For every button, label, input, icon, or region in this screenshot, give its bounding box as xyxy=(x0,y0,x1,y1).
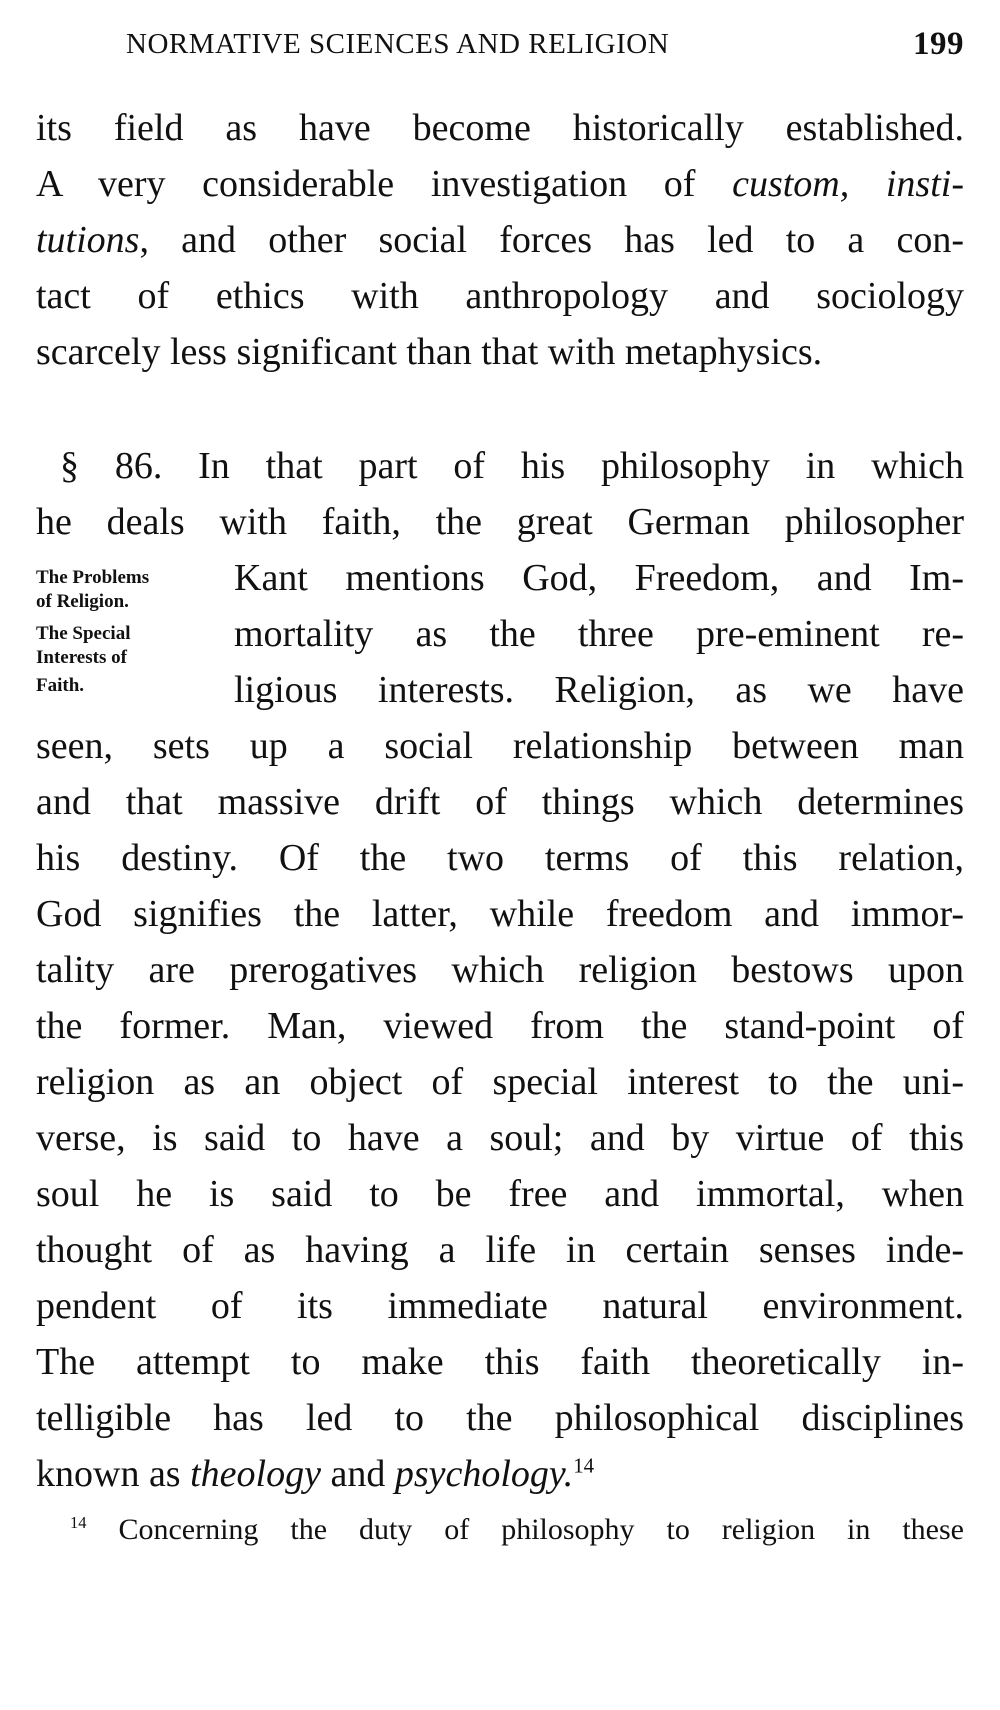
text-line: pendent of its immediate natural environment. xyxy=(36,1285,964,1327)
text-line: his destiny. Of the two terms of this relation, xyxy=(36,837,964,879)
footnote-marker: 14 xyxy=(70,1513,87,1532)
text-line: verse, is said to have a soul; and by virtue of this xyxy=(36,1117,964,1159)
footnote-reference: 14 xyxy=(573,1453,595,1478)
text-line xyxy=(36,218,964,262)
text-line: its field as have become historically established. xyxy=(36,107,964,149)
section-heading-line: § 86. In that part of his philosophy in which xyxy=(60,445,964,487)
margin-note: The Special xyxy=(36,623,131,644)
text-line xyxy=(36,1452,964,1496)
text-line: the former. Man, viewed from the stand-point of xyxy=(36,1005,964,1047)
margin-note: The Problems xyxy=(36,567,150,588)
text-line: ligious interests. Religion, as we have xyxy=(234,669,964,711)
margin-note: of Religion. xyxy=(36,591,129,612)
text-line xyxy=(36,162,964,206)
text-line: religion as an object of special interest to the uni- xyxy=(36,1061,964,1103)
text-line: tact of ethics with anthropology and sociology xyxy=(36,275,964,317)
text-span: A very considerable investigation of xyxy=(36,163,733,205)
footnote xyxy=(70,1512,964,1548)
text-line: he deals with faith, the great German philosopher xyxy=(36,501,964,543)
text-span: , and other social forces has led to a con- xyxy=(139,219,964,261)
text-line: telligible has led to the philosophical disciplines xyxy=(36,1397,964,1439)
text-line: God signifies the latter, while freedom and immor- xyxy=(36,893,964,935)
text-line: soul he is said to be free and immortal, when xyxy=(36,1173,964,1215)
text-line: Kant mentions God, Freedom, and Im- xyxy=(234,557,964,599)
text-line: The attempt to make this faith theoretically in- xyxy=(36,1341,964,1383)
text-line: thought of as having a life in certain senses inde- xyxy=(36,1229,964,1271)
margin-note: Interests of xyxy=(36,647,127,668)
italic-term: psychology. xyxy=(394,1453,574,1495)
text-span: known as xyxy=(36,1453,191,1495)
footnote-text: Concerning the duty of philosophy to religion in these xyxy=(86,1513,964,1546)
page-header xyxy=(126,28,964,68)
text-line: scarcely less significant than that with metaphysics. xyxy=(36,331,823,373)
text-line: mortality as the three pre-eminent re- xyxy=(234,613,964,655)
text-line: seen, sets up a social relationship between man xyxy=(36,725,964,767)
text-line: tality are prerogatives which religion bestows upon xyxy=(36,949,964,991)
running-title: NORMATIVE SCIENCES AND RELIGION xyxy=(126,28,670,60)
text-span: and xyxy=(320,1453,395,1495)
page-number: 199 xyxy=(913,26,964,62)
italic-term: theology xyxy=(190,1453,321,1495)
margin-note: Faith. xyxy=(36,675,85,696)
text-line: and that massive drift of things which determines xyxy=(36,781,964,823)
italic-term: tutions xyxy=(36,219,140,261)
italic-term: custom, insti- xyxy=(732,163,964,205)
